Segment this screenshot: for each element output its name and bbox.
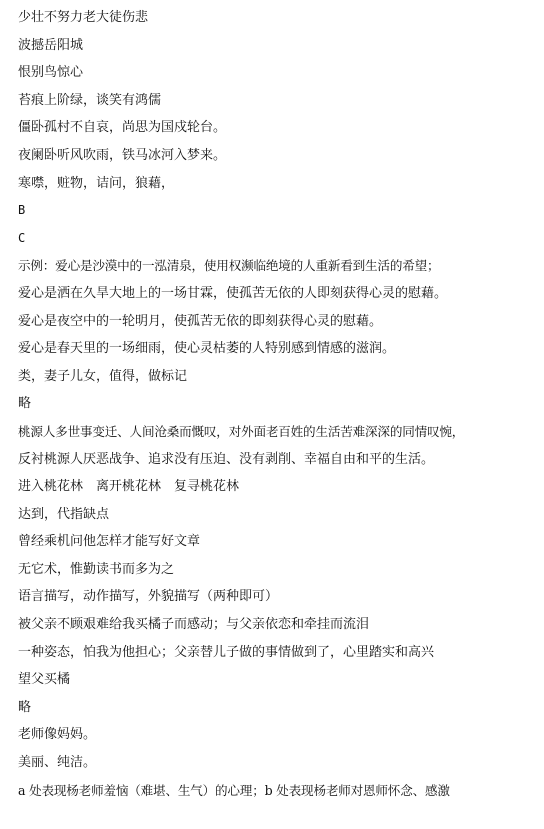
text-line: a 处表现杨老师羞恼（难堪、生气）的心理；b 处表现杨老师对恩师怀念、感激 <box>18 782 450 798</box>
text-line: 示例：爱心是沙漠中的一泓清泉，使用权濒临绝境的人重新看到生活的希望； <box>18 258 440 274</box>
text-line: 爱心是洒在久旱大地上的一场甘霖，使孤苦无依的人即刻获得心灵的慰藉。 <box>18 285 448 301</box>
text-line: 无它术，惟勤读书而多为之 <box>18 561 175 577</box>
text-line: 类，妻子儿女，值得，做标记 <box>18 368 188 384</box>
text-line: 曾经乘机问他怎样才能写好文章 <box>18 534 201 550</box>
text-line: 爱心是春天里的一场细雨，使心灵枯萎的人特别感到情感的滋润。 <box>18 341 396 357</box>
text-line: 语言描写，动作描写，外貌描写（两种即可） <box>18 589 279 605</box>
text-line: 夜阑卧听风吹雨，铁马冰河入梦来。 <box>18 147 227 163</box>
text-line: 爱心是夜空中的一轮明月，使孤苦无依的即刻获得心灵的慰藉。 <box>18 313 383 329</box>
text-line: 被父亲不顾艰难给我买橘子而感动；与父亲依恋和牵挂而流泪 <box>18 617 370 633</box>
text-line: B <box>18 203 26 218</box>
text-line: 美丽、纯洁。 <box>18 755 97 771</box>
text-line: 达到，代指缺点 <box>18 506 110 522</box>
text-line: 桃源人多世事变迁、人间沧桑而慨叹，对外面老百姓的生活苦难深深的同情叹惋， <box>18 423 465 439</box>
text-line: 略 <box>18 699 32 715</box>
text-line: 恨别鸟惊心 <box>18 65 84 81</box>
text-line: 苔痕上阶绿，谈笑有鸿儒 <box>18 92 162 108</box>
text-line: 少壮不努力老大徒伤悲 <box>18 10 149 25</box>
text-line: C <box>18 230 26 245</box>
text-line: 略 <box>18 396 32 412</box>
text-line: 老师像妈妈。 <box>18 727 97 743</box>
text-line: 寒噤，赃物，诘问，狼藉， <box>18 175 175 191</box>
text-line: 一种姿态，怕我为他担心；父亲替儿子做的事情做到了，心里踏实和高兴 <box>18 644 435 660</box>
text-line: 进入桃花林 离开桃花林 复寻桃花林 <box>18 479 240 495</box>
text-line: 望父买橘 <box>18 672 71 688</box>
text-line: 反衬桃源人厌恶战争、追求没有压迫、没有剥削、幸福自由和平的生活。 <box>18 451 435 467</box>
text-line: 波撼岳阳城 <box>18 37 84 53</box>
text-line: 僵卧孤村不自哀，尚思为国戍轮台。 <box>18 120 227 136</box>
